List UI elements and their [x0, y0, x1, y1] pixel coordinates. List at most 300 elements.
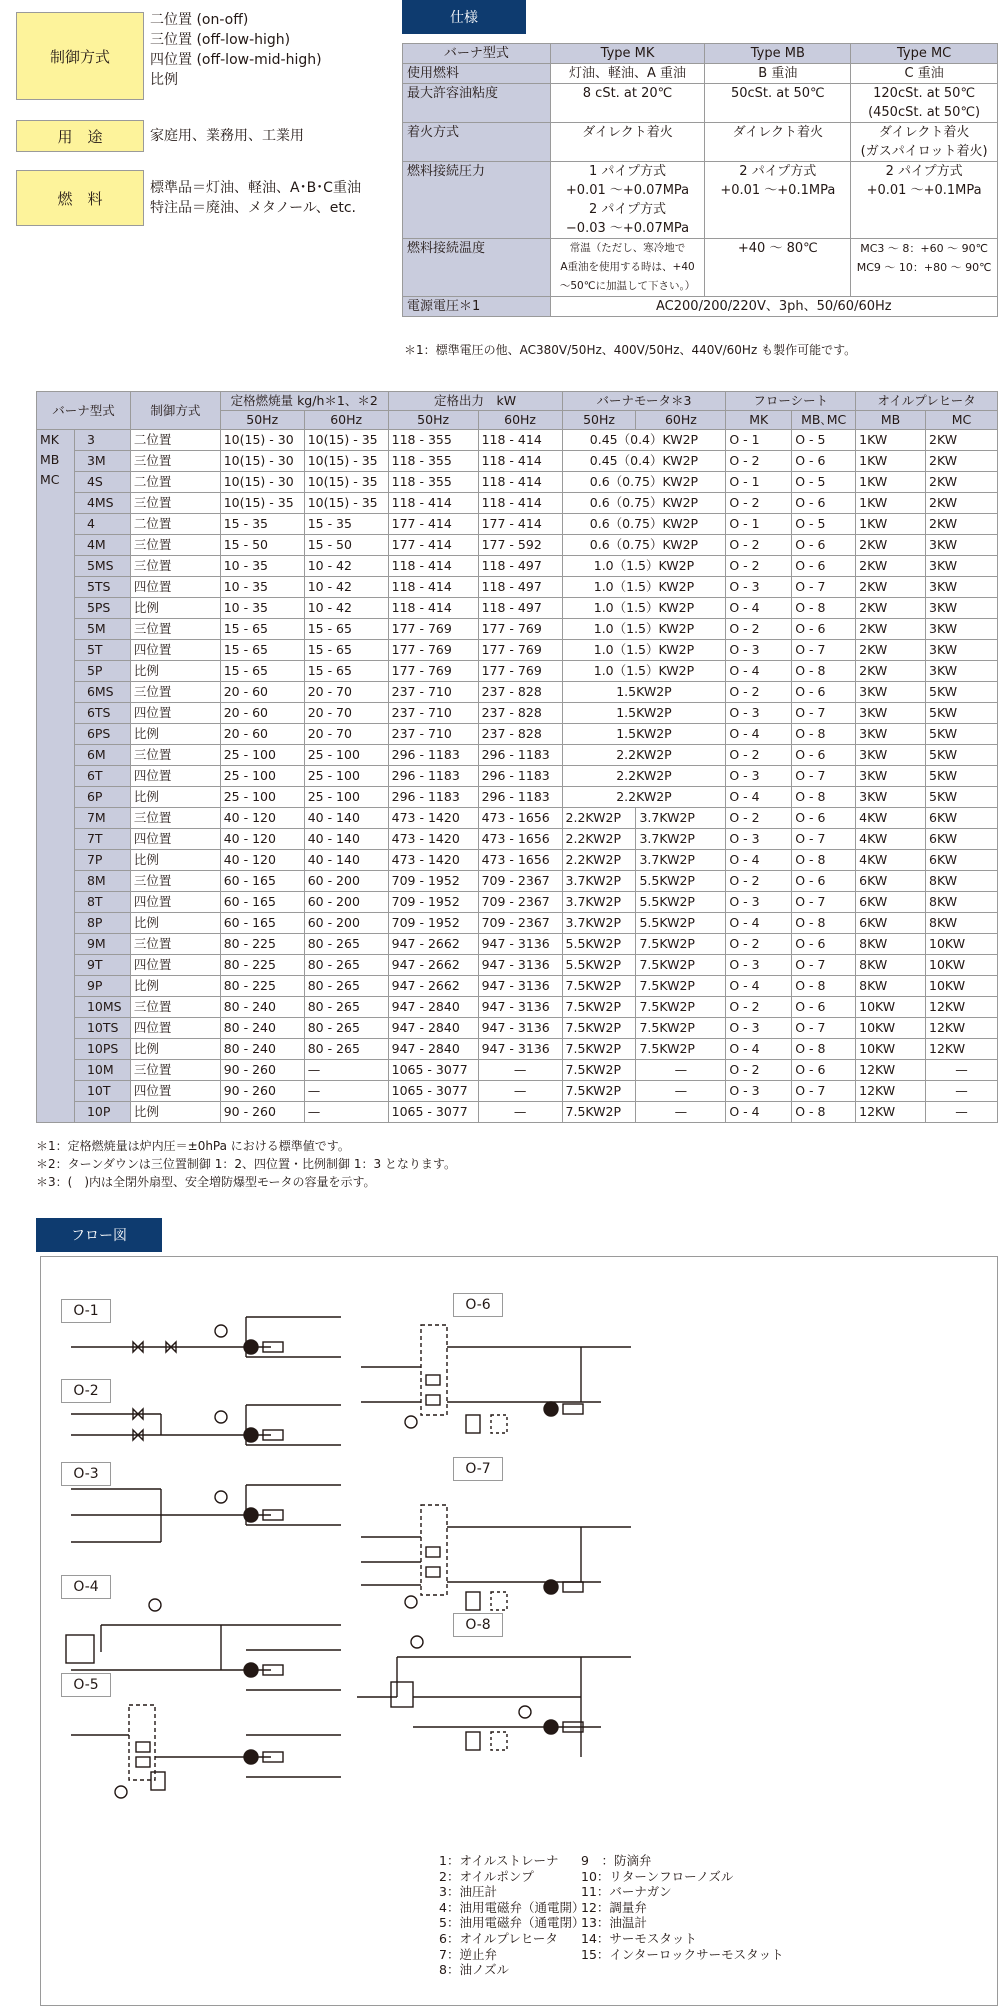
spec-cell-mc: 2 パイプ方式 +0.01 ～+0.1MPa	[851, 162, 998, 239]
fuel-50hz: 80 - 240	[220, 997, 304, 1018]
flow-mk: O - 3	[726, 577, 792, 598]
fuel-50hz: 80 - 225	[220, 976, 304, 997]
motor-60hz: 3.7KW2P	[636, 850, 726, 871]
heater-mc: 3KW	[926, 598, 998, 619]
table-row	[37, 997, 998, 1018]
heater-mc: 2KW	[926, 430, 998, 451]
control-method: 四位置	[130, 766, 220, 787]
control-line: 四位置 (off-low-mid-high)	[150, 52, 322, 68]
output-50hz: 473 - 1420	[388, 850, 478, 871]
table-row	[37, 556, 998, 577]
output-60hz: 473 - 1656	[478, 829, 562, 850]
motor-50hz: 0.45（0.4）KW2P	[562, 430, 726, 451]
output-50hz: 237 - 710	[388, 724, 478, 745]
motor-50hz: 3.7KW2P	[562, 913, 636, 934]
flow-mk: O - 4	[726, 724, 792, 745]
oil-preheater-icon	[466, 1415, 480, 1433]
heater-mc: 5KW	[926, 682, 998, 703]
motor-60hz: 7.5KW2P	[636, 955, 726, 976]
spec-cell-mb: 50cSt. at 50℃	[705, 84, 851, 123]
heater-mc: 2KW	[926, 493, 998, 514]
control-method: 比例	[130, 1102, 220, 1123]
spec-cell-mc: 120cSt. at 50℃ (450cSt. at 50℃)	[851, 84, 998, 123]
diagram-label: O-2	[61, 1379, 111, 1403]
model-no: 10T	[74, 1081, 130, 1102]
fuel-60hz: —	[304, 1060, 388, 1081]
output-50hz: 473 - 1420	[388, 829, 478, 850]
flow-mbmc: O - 5	[792, 514, 856, 535]
flow-mk: O - 1	[726, 430, 792, 451]
legend-item: 12：調量弁	[581, 1899, 647, 1915]
output-50hz: 709 - 1952	[388, 913, 478, 934]
output-60hz: 709 - 2367	[478, 871, 562, 892]
flow-diagram-o1	[71, 1317, 341, 1357]
heater-mc: 2KW	[926, 472, 998, 493]
oil-preheater-icon	[151, 1772, 165, 1790]
output-50hz: 118 - 355	[388, 472, 478, 493]
control-method: 比例	[130, 976, 220, 997]
control-line: 三位置 (off-low-high)	[150, 32, 291, 48]
oil-pump-icon	[244, 1750, 258, 1764]
legend-item: 8：油ノズル	[439, 1962, 509, 1978]
fuel-60hz: —	[304, 1081, 388, 1102]
flow-mbmc: O - 6	[792, 682, 856, 703]
control-method: 二位置	[130, 472, 220, 493]
fuel-60hz: 60 - 200	[304, 913, 388, 934]
heater-mc: 2KW	[926, 451, 998, 472]
return-flow-nozzle-icon	[391, 1682, 413, 1707]
motor-60hz: —	[636, 1102, 726, 1123]
model-no: 4M	[74, 535, 130, 556]
table-row	[37, 472, 998, 493]
output-50hz: 947 - 2662	[388, 934, 478, 955]
pressure-gauge-icon	[115, 1786, 127, 1798]
spec-col-header: バーナ型式	[403, 44, 551, 64]
fuel-50hz: 20 - 60	[220, 703, 304, 724]
heater-mb: 4KW	[856, 850, 926, 871]
spec-cell-mk: 1 パイプ方式 +0.01 ～+0.07MPa 2 パイプ方式 −0.03 ～+0.07MPa	[550, 162, 705, 239]
output-50hz: 709 - 1952	[388, 892, 478, 913]
spec-cell-mk: 8 cSt. at 20℃	[550, 84, 705, 123]
motor-50hz: 7.5KW2P	[562, 976, 636, 997]
pressure-gauge-icon	[411, 1636, 423, 1648]
flow-mbmc: O - 6	[792, 934, 856, 955]
heater-mb: 1KW	[856, 514, 926, 535]
flow-mk: O - 3	[726, 1018, 792, 1039]
use-text: 家庭用、業務用、工業用	[150, 128, 304, 144]
heater-mb: 3KW	[856, 745, 926, 766]
model-no: 5TS	[74, 577, 130, 598]
table-row	[37, 745, 998, 766]
table-row	[37, 1039, 998, 1060]
fuel-50hz: 60 - 165	[220, 871, 304, 892]
flow-mbmc: O - 7	[792, 1081, 856, 1102]
spec-power-value: AC200/200/220V、3ph、50/60/60Hz	[550, 297, 997, 317]
model-no: 9P	[74, 976, 130, 997]
flow-diagram-o3	[71, 1485, 341, 1542]
fuel-50hz: 10 - 35	[220, 577, 304, 598]
fuel-50hz: 60 - 165	[220, 892, 304, 913]
spec-footnote: ＊1：標準電圧の他、AC380V/50Hz、400V/50Hz、440V/60Hz も製作可能です。	[404, 343, 857, 357]
table-row	[37, 577, 998, 598]
motor-50hz: 1.0（1.5）KW2P	[562, 619, 726, 640]
fuel-60hz: 10 - 42	[304, 577, 388, 598]
control-method: 三位置	[130, 934, 220, 955]
legend-item: 9 ：防滴弁	[581, 1853, 652, 1868]
heater-mc: 8KW	[926, 913, 998, 934]
table-row	[37, 1102, 998, 1123]
motor-50hz: 7.5KW2P	[562, 997, 636, 1018]
heater-mb: 4KW	[856, 808, 926, 829]
legend-item: 3：油圧計	[439, 1884, 497, 1900]
heater-mc: 3KW	[926, 535, 998, 556]
flow-mbmc: O - 7	[792, 703, 856, 724]
table-row	[37, 850, 998, 871]
heater-mb: 2KW	[856, 556, 926, 577]
motor-50hz: 2.2KW2P	[562, 745, 726, 766]
col-motor: バーナモータ＊3	[562, 392, 726, 411]
output-50hz: 296 - 1183	[388, 787, 478, 808]
heater-mc: 5KW	[926, 724, 998, 745]
flow-mk: O - 4	[726, 976, 792, 997]
fuel-50hz: 25 - 100	[220, 787, 304, 808]
fuel-60hz: 25 - 100	[304, 745, 388, 766]
table-row	[37, 724, 998, 745]
spec-row	[403, 84, 998, 123]
fuel-50hz: 40 - 120	[220, 850, 304, 871]
flow-mbmc: O - 6	[792, 745, 856, 766]
heater-mc: 5KW	[926, 703, 998, 724]
model-no: 6PS	[74, 724, 130, 745]
output-50hz: 177 - 414	[388, 514, 478, 535]
output-50hz: 237 - 710	[388, 703, 478, 724]
fuel-60hz: 15 - 65	[304, 661, 388, 682]
legend-item: 14：サーモスタット	[581, 1930, 697, 1946]
flow-mbmc: O - 5	[792, 430, 856, 451]
oil-pump-icon	[544, 1402, 558, 1416]
heater-mc: 6KW	[926, 808, 998, 829]
motor-50hz: 7.5KW2P	[562, 1081, 636, 1102]
legend-item: 11：バーナガン	[581, 1884, 672, 1900]
fuel-60hz: 40 - 140	[304, 829, 388, 850]
subheader: 50Hz	[220, 411, 304, 430]
output-60hz: 237 - 828	[478, 682, 562, 703]
flow-diagram-o5	[71, 1705, 341, 1798]
heater-mc: —	[926, 1081, 998, 1102]
fuel-60hz: 15 - 35	[304, 514, 388, 535]
flow-mk: O - 3	[726, 955, 792, 976]
fuel-60hz: 10(15) - 35	[304, 472, 388, 493]
motor-60hz: —	[636, 1060, 726, 1081]
table-row	[37, 682, 998, 703]
burner-gun-icon	[421, 1325, 447, 1415]
fuel-50hz: 40 - 120	[220, 808, 304, 829]
spec-cell-mk: 灯油、軽油、A 重油	[550, 64, 705, 84]
oil-thermometer-icon	[426, 1547, 440, 1557]
control-method: 四位置	[130, 577, 220, 598]
output-60hz: 118 - 414	[478, 472, 562, 493]
control-method: 比例	[130, 661, 220, 682]
fuel-60hz: 60 - 200	[304, 892, 388, 913]
motor-60hz: 3.7KW2P	[636, 829, 726, 850]
spec-col-header: Type MC	[851, 44, 998, 64]
output-60hz: 947 - 3136	[478, 997, 562, 1018]
flow-mbmc: O - 5	[792, 472, 856, 493]
fuel-50hz: 15 - 35	[220, 514, 304, 535]
model-no: 6MS	[74, 682, 130, 703]
oil-pump-icon	[244, 1340, 258, 1354]
diagram-label: O-1	[61, 1299, 111, 1323]
oil-pump-icon	[244, 1663, 258, 1677]
flow-mbmc: O - 6	[792, 451, 856, 472]
flow-diagram-o2	[71, 1405, 341, 1445]
pressure-gauge-icon	[405, 1416, 417, 1428]
motor-50hz: 1.0（1.5）KW2P	[562, 598, 726, 619]
legend-item: 13：油温計	[581, 1915, 647, 1931]
flow-mk: O - 2	[726, 682, 792, 703]
output-50hz: 1065 - 3077	[388, 1102, 478, 1123]
burner-gun-icon	[421, 1505, 447, 1595]
model-no: 7P	[74, 850, 130, 871]
fuel-60hz: 80 - 265	[304, 1018, 388, 1039]
spec-cell-mb: B 重油	[705, 64, 851, 84]
pressure-gauge-icon	[215, 1325, 227, 1337]
control-method: 四位置	[130, 955, 220, 976]
table-row	[37, 514, 998, 535]
oil-thermometer-icon	[136, 1742, 150, 1752]
output-50hz: 947 - 2840	[388, 1018, 478, 1039]
fuel-60hz: 80 - 265	[304, 934, 388, 955]
flow-mk: O - 3	[726, 829, 792, 850]
control-method: 四位置	[130, 1081, 220, 1102]
heater-mb: 6KW	[856, 871, 926, 892]
output-50hz: 118 - 355	[388, 430, 478, 451]
heater-mc: 6KW	[926, 850, 998, 871]
motor-60hz: 3.7KW2P	[636, 808, 726, 829]
motor-60hz: 5.5KW2P	[636, 892, 726, 913]
legend-item: 15：インターロックサーモスタット	[581, 1946, 784, 1962]
fuel-60hz: 10(15) - 35	[304, 493, 388, 514]
model-no: 4S	[74, 472, 130, 493]
oil-pump-icon	[244, 1508, 258, 1522]
flow-mbmc: O - 7	[792, 892, 856, 913]
model-no: 6TS	[74, 703, 130, 724]
fuel-50hz: 25 - 100	[220, 766, 304, 787]
fuel-50hz: 25 - 100	[220, 745, 304, 766]
fuel-60hz: 80 - 265	[304, 976, 388, 997]
flow-mbmc: O - 8	[792, 787, 856, 808]
output-60hz: 947 - 3136	[478, 976, 562, 997]
fuel-60hz: 15 - 65	[304, 640, 388, 661]
pressure-gauge-icon	[519, 1706, 531, 1718]
heater-mb: 8KW	[856, 934, 926, 955]
output-60hz: 177 - 769	[478, 661, 562, 682]
heater-mb: 12KW	[856, 1102, 926, 1123]
control-method: 三位置	[130, 619, 220, 640]
motor-50hz: 0.6（0.75）KW2P	[562, 472, 726, 493]
flow-mbmc: O - 8	[792, 661, 856, 682]
heater-mb: 6KW	[856, 892, 926, 913]
heater-mb: 1KW	[856, 493, 926, 514]
fuel-50hz: 15 - 50	[220, 535, 304, 556]
fuel-50hz: 80 - 225	[220, 955, 304, 976]
table-row	[37, 766, 998, 787]
fuel-line: 標準品＝灯油、軽油、A･B･C重油	[150, 180, 361, 196]
legend-item: 10：リターンフローノズル	[581, 1868, 734, 1884]
output-50hz: 709 - 1952	[388, 871, 478, 892]
table-row	[37, 640, 998, 661]
oil-thermometer-icon	[426, 1375, 440, 1385]
output-60hz: 237 - 828	[478, 724, 562, 745]
flow-mk: O - 4	[726, 661, 792, 682]
output-60hz: 118 - 497	[478, 556, 562, 577]
subheader: 60Hz	[478, 411, 562, 430]
fuel-60hz: 20 - 70	[304, 682, 388, 703]
model-no: 9M	[74, 934, 130, 955]
fuel-60hz: 25 - 100	[304, 787, 388, 808]
output-60hz: 177 - 769	[478, 619, 562, 640]
model-no: 9T	[74, 955, 130, 976]
flow-mk: O - 2	[726, 619, 792, 640]
table-row	[37, 892, 998, 913]
fuel-text	[150, 178, 361, 218]
motor-50hz: 7.5KW2P	[562, 1102, 636, 1123]
control-method: 三位置	[130, 556, 220, 577]
output-50hz: 118 - 414	[388, 598, 478, 619]
fuel-50hz: 60 - 165	[220, 913, 304, 934]
heater-mb: 10KW	[856, 997, 926, 1018]
flow-mbmc: O - 6	[792, 535, 856, 556]
heater-mc: 3KW	[926, 640, 998, 661]
oil-pump-icon	[544, 1720, 558, 1734]
spec-row-label: 使用燃料	[403, 64, 551, 84]
heater-mb: 1KW	[856, 472, 926, 493]
fuel-50hz: 40 - 120	[220, 829, 304, 850]
output-60hz: 296 - 1183	[478, 787, 562, 808]
output-50hz: 947 - 2662	[388, 955, 478, 976]
model-no: 7M	[74, 808, 130, 829]
flow-mk: O - 2	[726, 535, 792, 556]
flow-mbmc: O - 6	[792, 871, 856, 892]
oil-pump-icon	[244, 1428, 258, 1442]
flow-mk: O - 2	[726, 997, 792, 1018]
heater-mc: 12KW	[926, 997, 998, 1018]
col-flow: フローシート	[726, 392, 856, 411]
model-no: 10PS	[74, 1039, 130, 1060]
table-row	[37, 871, 998, 892]
model-no: 6T	[74, 766, 130, 787]
oil-strainer-icon	[563, 1582, 583, 1592]
spec-row	[403, 64, 998, 84]
fuel-60hz: 60 - 200	[304, 871, 388, 892]
flow-mbmc: O - 8	[792, 976, 856, 997]
use-label	[16, 120, 144, 152]
fuel-60hz: 20 - 70	[304, 703, 388, 724]
output-60hz: 296 - 1183	[478, 766, 562, 787]
pressure-gauge-icon	[149, 1599, 161, 1611]
fuel-50hz: 10(15) - 30	[220, 451, 304, 472]
fuel-line: 特注品＝廃油、メタノール、etc.	[150, 200, 357, 216]
output-60hz: 473 - 1656	[478, 808, 562, 829]
motor-50hz: 2.2KW2P	[562, 808, 636, 829]
fuel-60hz: 80 - 265	[304, 1039, 388, 1060]
control-line: 比例	[150, 72, 178, 88]
model-no: 5T	[74, 640, 130, 661]
heater-mc: —	[926, 1102, 998, 1123]
output-60hz: 177 - 414	[478, 514, 562, 535]
control-method-label	[16, 12, 144, 100]
flow-mk: O - 1	[726, 514, 792, 535]
heater-mb: 2KW	[856, 577, 926, 598]
flow-mbmc: O - 7	[792, 829, 856, 850]
table-row	[37, 955, 998, 976]
output-50hz: 177 - 414	[388, 535, 478, 556]
flow-header: フロー図	[36, 1218, 162, 1252]
table-row	[37, 1081, 998, 1102]
heater-mb: 1KW	[856, 430, 926, 451]
heater-mc: 8KW	[926, 892, 998, 913]
output-50hz: 947 - 2840	[388, 1039, 478, 1060]
fuel-50hz: 80 - 225	[220, 934, 304, 955]
heater-mc: 3KW	[926, 619, 998, 640]
flow-mbmc: O - 7	[792, 640, 856, 661]
output-60hz: —	[478, 1102, 562, 1123]
col-heater: オイルプレヒータ	[856, 392, 998, 411]
table-row	[37, 829, 998, 850]
col-fuel: 定格燃焼量 kg/h＊1、＊2	[220, 392, 388, 411]
fuel-50hz: 20 - 60	[220, 682, 304, 703]
flow-mbmc: O - 8	[792, 913, 856, 934]
legend-right	[581, 1853, 784, 1962]
spec-row-label: 着火方式	[403, 123, 551, 162]
output-60hz: 177 - 769	[478, 640, 562, 661]
output-50hz: 177 - 769	[388, 640, 478, 661]
table-row	[37, 493, 998, 514]
fuel-60hz: 80 - 265	[304, 955, 388, 976]
flow-mbmc: O - 6	[792, 997, 856, 1018]
flow-mk: O - 3	[726, 703, 792, 724]
flow-mk: O - 4	[726, 598, 792, 619]
col-output: 定格出力 kW	[388, 392, 562, 411]
model-no: 5MS	[74, 556, 130, 577]
heater-mb: 12KW	[856, 1081, 926, 1102]
control-method: 四位置	[130, 892, 220, 913]
heater-mc: 3KW	[926, 661, 998, 682]
legend-item: 2：オイルポンプ	[439, 1868, 534, 1884]
control-method: 三位置	[130, 535, 220, 556]
fuel-60hz: 15 - 65	[304, 619, 388, 640]
model-note: ＊2：ターンダウンは三位置制御 1：2、四位置・比例制御 1：3 となります。	[36, 1157, 456, 1171]
fuel-60hz: 40 - 140	[304, 850, 388, 871]
heater-mb: 2KW	[856, 619, 926, 640]
control-method: 比例	[130, 598, 220, 619]
output-50hz: 296 - 1183	[388, 745, 478, 766]
legend-item: 1：オイルストレーナ	[439, 1853, 559, 1868]
spec-cell-mc: ダイレクト着火 (ガスパイロット着火)	[851, 123, 998, 162]
spec-col-header: Type MK	[550, 44, 705, 64]
output-60hz: 118 - 497	[478, 577, 562, 598]
model-no: 10MS	[74, 997, 130, 1018]
output-60hz: —	[478, 1081, 562, 1102]
output-60hz: 709 - 2367	[478, 913, 562, 934]
motor-50hz: 2.2KW2P	[562, 787, 726, 808]
fuel-60hz: 40 - 140	[304, 808, 388, 829]
oil-preheater-icon	[466, 1592, 480, 1610]
output-50hz: 296 - 1183	[388, 766, 478, 787]
control-method: 三位置	[130, 451, 220, 472]
output-60hz: 947 - 3136	[478, 1018, 562, 1039]
model-no: 6M	[74, 745, 130, 766]
